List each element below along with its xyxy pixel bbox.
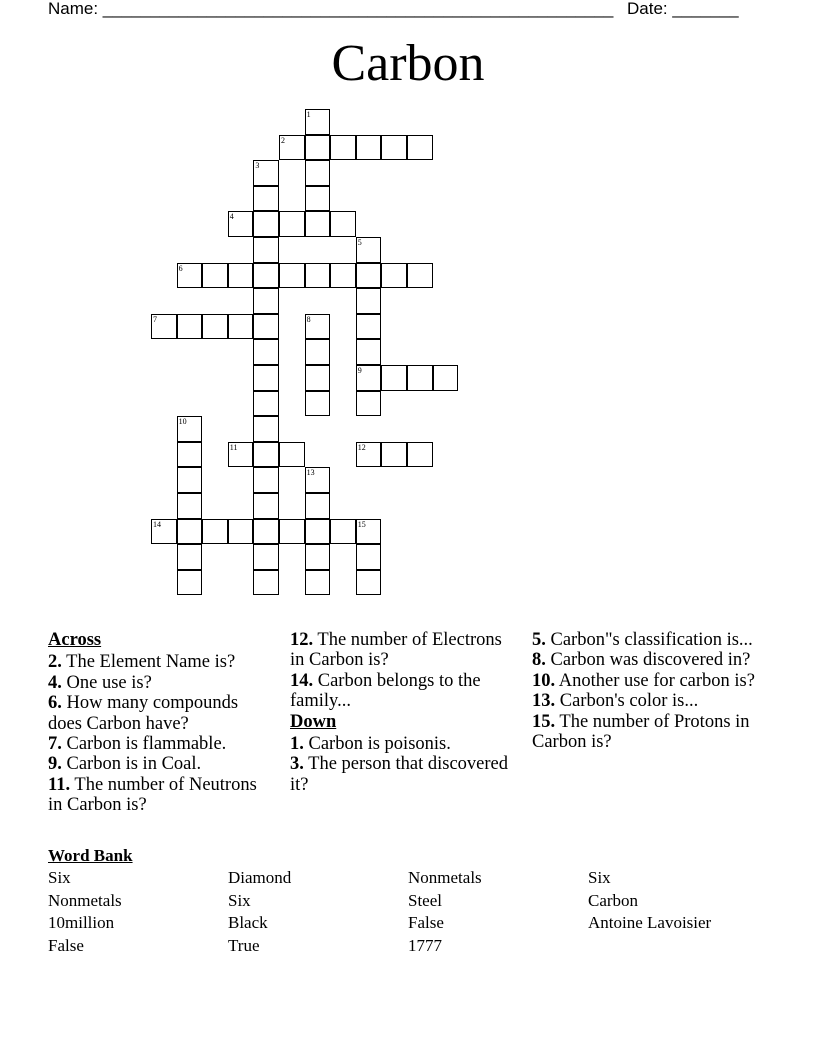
grid-cell[interactable] <box>407 135 433 161</box>
grid-cell[interactable] <box>305 186 331 212</box>
clue-number: 12 <box>357 442 366 452</box>
grid-cell[interactable] <box>253 263 279 289</box>
grid-cell[interactable] <box>356 570 382 596</box>
word-bank-word: Carbon <box>588 890 639 910</box>
grid-cell[interactable] <box>253 493 279 519</box>
grid-cell[interactable] <box>177 416 203 442</box>
grid-cell[interactable] <box>305 365 331 391</box>
grid-cell[interactable] <box>177 519 203 545</box>
grid-cell[interactable] <box>253 544 279 570</box>
grid-cell[interactable] <box>279 211 305 237</box>
grid-cell[interactable] <box>253 186 279 212</box>
across-clue: 12. The number of Electrons in Carbon is? <box>290 630 502 671</box>
grid-cell[interactable] <box>151 519 177 545</box>
grid-cell[interactable] <box>228 519 254 545</box>
page-title: Carbon <box>331 35 485 92</box>
grid-cell[interactable] <box>356 314 382 340</box>
grid-cell[interactable] <box>356 544 382 570</box>
grid-cell[interactable] <box>253 314 279 340</box>
grid-cell[interactable] <box>202 519 228 545</box>
word-bank-word: 10million <box>48 913 115 933</box>
grid-cell[interactable] <box>253 391 279 417</box>
word-bank-word: Nonmetals <box>48 890 122 910</box>
grid-cell[interactable] <box>279 135 305 161</box>
grid-cell[interactable] <box>356 519 382 545</box>
clue-number: 10 <box>178 417 187 427</box>
grid-cell[interactable] <box>253 570 279 596</box>
clue-number: 7 <box>153 314 157 324</box>
across-clue: 4. One use is? <box>48 672 152 693</box>
grid-cell[interactable] <box>407 365 433 391</box>
grid-cell[interactable] <box>381 135 407 161</box>
down-heading: Down <box>290 711 337 732</box>
word-bank-word: False <box>408 913 444 933</box>
grid-cell[interactable] <box>381 263 407 289</box>
clue-number: 8 <box>306 314 311 324</box>
grid-cell[interactable] <box>253 339 279 365</box>
grid-cell[interactable] <box>177 263 203 289</box>
word-bank-word: Nonmetals <box>408 868 482 887</box>
word-bank-word: Steel <box>408 890 442 910</box>
grid-cell[interactable] <box>330 519 356 545</box>
down-clue: 1. Carbon is poisonis. <box>290 734 451 755</box>
grid-cell[interactable] <box>228 211 254 237</box>
clue-column-2 <box>290 630 515 795</box>
grid-cell[interactable] <box>253 365 279 391</box>
grid-cell[interactable] <box>177 544 203 570</box>
clue-number: 4 <box>229 212 234 222</box>
word-bank-word: Black <box>228 913 268 933</box>
grid-cell[interactable] <box>433 365 459 391</box>
across-clue: 9. Carbon is in Coal. <box>48 754 202 775</box>
word-bank-word: Antoine Lavoisier <box>588 913 712 933</box>
grid-cell[interactable] <box>356 263 382 289</box>
grid-cell[interactable] <box>305 467 331 493</box>
grid-cell[interactable] <box>177 467 203 493</box>
grid-cell[interactable] <box>407 442 433 468</box>
grid-cell[interactable] <box>305 391 331 417</box>
grid-cell[interactable] <box>151 314 177 340</box>
grid-cell[interactable] <box>407 263 433 289</box>
clue-number: 14 <box>153 519 161 529</box>
word-bank-heading: Word Bank <box>48 846 133 865</box>
clue-number: 5 <box>357 238 362 247</box>
grid-cell[interactable] <box>305 314 331 340</box>
grid-cell[interactable] <box>305 493 331 519</box>
grid-cell[interactable] <box>253 442 279 468</box>
across-clue: 14. Carbon belongs to the family... <box>290 670 481 712</box>
word-bank-word: True <box>228 935 260 955</box>
down-clue: 15. The number of Protons in Carbon is? <box>532 711 750 753</box>
grid-cell[interactable] <box>305 263 331 289</box>
across-clue: 7. Carbon is flammable. <box>48 734 227 755</box>
down-clue: 5. Carbon"s classification is... <box>532 630 753 650</box>
grid-cell[interactable] <box>330 263 356 289</box>
grid-cell[interactable] <box>253 211 279 237</box>
grid-cell[interactable] <box>356 365 382 391</box>
grid-cell[interactable] <box>356 288 382 314</box>
word-bank-word: 1777 <box>408 935 442 955</box>
grid-cell[interactable] <box>228 263 254 289</box>
grid-cell[interactable] <box>279 442 305 468</box>
across-clue: 11. The number of Neutrons in Carbon is? <box>48 774 257 816</box>
grid-cell[interactable] <box>356 237 382 263</box>
grid-cell[interactable] <box>177 570 203 596</box>
grid-cell[interactable] <box>305 211 331 237</box>
grid-cell[interactable] <box>253 160 279 186</box>
clue-column-3 <box>532 630 757 752</box>
grid-cell[interactable] <box>330 135 356 161</box>
clue-number: 13 <box>306 468 315 478</box>
clue-number: 2 <box>281 135 285 145</box>
grid-cell[interactable] <box>356 135 382 161</box>
grid-cell[interactable] <box>305 570 331 596</box>
across-clue: 6. How many compounds does Carbon have? <box>48 693 239 734</box>
clue-number: 6 <box>178 263 183 273</box>
name-line[interactable]: Name: ______________________________________________________ <box>48 0 614 18</box>
grid-cell[interactable] <box>228 442 254 468</box>
grid-cell[interactable] <box>253 467 279 493</box>
clues-section <box>48 630 768 840</box>
grid-cell[interactable] <box>279 519 305 545</box>
grid-cell[interactable] <box>177 442 203 468</box>
word-bank-word: Six <box>228 890 251 910</box>
grid-cell[interactable] <box>305 160 331 186</box>
grid-cell[interactable] <box>305 544 331 570</box>
grid-cell[interactable] <box>253 237 279 263</box>
word-bank-word: False <box>48 935 84 955</box>
down-clue: 10. Another use for carbon is? <box>532 670 755 691</box>
date-line[interactable]: Date: _______ <box>627 0 739 18</box>
grid-cell[interactable] <box>202 314 228 340</box>
word-bank-word: Diamond <box>228 868 292 887</box>
clue-number: 1 <box>306 110 311 119</box>
grid-cell[interactable] <box>305 339 331 365</box>
grid-cell[interactable] <box>305 135 331 161</box>
grid-cell[interactable] <box>177 493 203 519</box>
clue-number: 11 <box>229 442 238 452</box>
grid-cell[interactable] <box>253 519 279 545</box>
clue-number: 3 <box>255 161 260 171</box>
word-bank-word: Six <box>588 868 611 887</box>
grid-cell[interactable] <box>228 314 254 340</box>
clue-number: 15 <box>357 519 366 529</box>
clue-number: 9 <box>357 366 362 375</box>
grid-cell[interactable] <box>279 263 305 289</box>
grid-cell[interactable] <box>356 339 382 365</box>
grid-cell[interactable] <box>356 391 382 417</box>
grid-cell[interactable] <box>356 442 382 468</box>
word-bank-word: Six <box>48 868 71 887</box>
down-clue: 8. Carbon was discovered in? <box>532 650 751 671</box>
across-heading: Across <box>48 630 102 650</box>
down-clue: 3. The person that discovered it? <box>290 754 509 795</box>
grid-cell[interactable] <box>381 442 407 468</box>
clue-column-1 <box>48 630 273 816</box>
grid-cell[interactable] <box>305 109 331 135</box>
grid-cell[interactable] <box>177 314 203 340</box>
grid-cell[interactable] <box>330 211 356 237</box>
grid-cell[interactable] <box>305 519 331 545</box>
grid-cell[interactable] <box>253 288 279 314</box>
across-clue: 2. The Element Name is? <box>48 652 236 673</box>
grid-cell[interactable] <box>202 263 228 289</box>
down-clue: 13. Carbon's color is... <box>532 691 699 712</box>
grid-cell[interactable] <box>253 416 279 442</box>
grid-cell[interactable] <box>381 365 407 391</box>
